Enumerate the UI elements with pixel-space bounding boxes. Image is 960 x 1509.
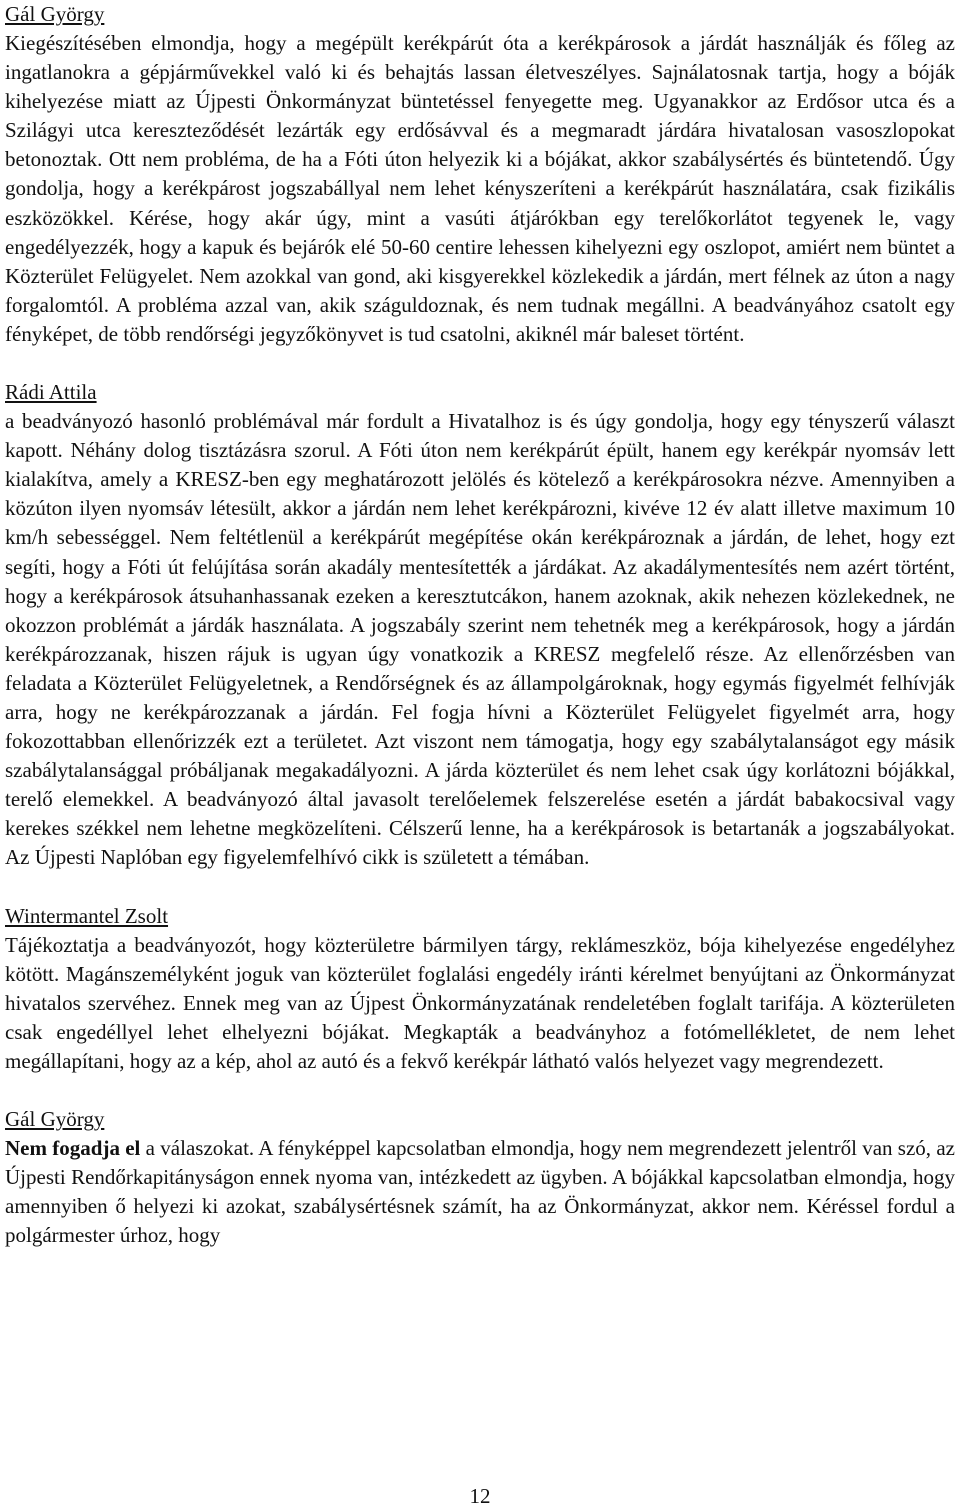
section-wintermantel-zsolt <box>5 902 955 1076</box>
speaker-name: Wintermantel Zsolt <box>5 903 169 928</box>
speech-text: a beadványozó hasonló problémával már fordult a Hivatalhoz is és úgy gondolja, hogy egy tényszerű választ kapott. Néhány dolog tisztázásra szorul. A Fóti úton nem kerékpárút épült, hanem egy kerékpár nyomsáv lett kialakítva, amely a KRESZ-ben egy meghatározott jelölés és kötelező a kerékpárosokra nézve. Amennyiben a közúton ilyen nyomsáv létesült, akkor a járdán nem lehet kerékpározni, kivéve 12 év alatt illetve maximum 10 km/h sebességgel. Nem feltétlenül a kerékpárút megépítése okán kerékpároznak a járdán, de lehet, hogy ezt segíti, hogy a Fóti út felújítása során akadály mentesítették a járdákat. Az akadálymentesítés nem azért történt, hogy a kerékpárosok átsuhanhassanak ezeken a keresztutcákon, hanem azoknak, akik nehezen közlekednek, ne okozzon problémát a járdák használata. A jogszabály szerint nem tehetnék meg a kerékpárosok, hogy a járdán kerékpározzanak, hiszen rájuk is ugyan úgy vonatkozik a KRESZ megfelelő része. Az ellenőrzésben van feladata a Közterület Felügyeletnek, a Rendőrségnek és az állampolgároknak, hogy egymás figyelmét felhívják arra, hogy ne kerékpározzanak a járdán. Fel fogja hívni a Közterület Felügyelet figyelmét arra, hogy fokozottabban ellenőrizzék ezt a területet. Azt viszont nem támogatja, hogy egy szabálytalanságot egy másik szabálytalansággal próbáljanak megakadályozni. A járda közterület és nem lehet csak úgy korlátozni bójákkal, terelő elemekkel. A beadványozó által javasolt terelőelemek felszerelése esetén a járdát babakocsival vagy kerekes székkel nem lehetne megközelíteni. Célszerű lenne, ha a kerékpárosok is betartanák a jogszabályokat. Az Újpesti Naplóban egy figyelemfelhívó cikk is született a témában. <box>5 409 955 870</box>
speech-text: Tájékoztatja a beadványozót, hogy közterületre bármilyen tárgy, reklámeszköz, bója kihelyezése engedélyhez kötött. Magánszemélyként joguk van közterület foglalási engedély iránti kérelmet benyújtani az Önkormányzat hivatalos szervéhez. Ennek meg van az Újpest Önkormányzatának rendeletében foglalt tarifája. A közterületen csak engedéllyel lehet elhelyezni bójákat. Megkapták a beadványhoz a fotómellékletet, de nem lehet megállapítani, hogy az a kép, ahol az autó és a fekvő kerékpár látható valós helyezet vagy megrendezett. <box>5 932 955 1073</box>
section-gal-gyorgy-2 <box>5 1105 955 1250</box>
page-number: 12 <box>469 1484 491 1508</box>
bold-lead-text: Nem fogadja el <box>5 1136 141 1160</box>
speech-text <box>5 1134 955 1250</box>
speaker-name: Gál György <box>5 2 105 26</box>
speech-text: Kiegészítésében elmondja, hogy a megépült kerékpárút óta a kerékpárosok a járdát használják és főleg az ingatlanokra a gépjárművekkel való ki és behajtás lassan életveszélyes. Sajnálatosnak tartja, hogy a bóják kihelyezése miatt az Újpesti Önkormányzat büntetéssel fenyegette meg. Ugyanakkor az Erdősor utca és a Szilágyi utca kereszteződését lezárták egy erdősávval és a megmaradt járdára hivatalosan vasoszlopokat betonoztak. Ott nem probléma, de ha a Fóti úton helyezik ki a bójákat, akkor szabálysértés és büntetendő. Úgy gondolja, hogy a kerékpárost jogszabállyal nem lehet kényszeríteni a kerékpárút használatára, csak fizikális eszközökkel. Kérése, hogy akár úgy, mint a vasúti átjárókban egy terelőkorlátot tegyenek le, vagy engedélyezzék, hogy a kapuk és bejárók elé 50-60 centire lehessen kihelyezni egy oszlopot, amiért nem büntet a Közterület Felügyelet. Nem azokkal van gond, aki kisgyerekkel közlekedik a járdán, mert félnek az úton a nagy forgalomtól. A probléma azzal van, akik száguldoznak, és nem tudnak megállni. A beadványához csatolt egy fényképet, de több rendőrségi jegyzőkönyvet is tud csatolni, akiknél már baleset történt. <box>5 31 955 346</box>
speaker-name: Gál György <box>5 1107 105 1131</box>
document-page <box>5 0 955 1279</box>
section-radi-attila <box>5 378 955 873</box>
section-gal-gyorgy-1 <box>5 0 955 349</box>
speech-text-rest: a válaszokat. A fényképpel kapcsolatban elmondja, hogy nem megrendezett jelentről van szó, az Újpesti Rendőrkapitányságon ennek nyoma van, intézkedett az ügyben. A bójákkal kapcsolatban elmondja, hogy amennyiben ő helyezi ki azokat, szabálysértésnek számít, ha az Önkormányzat, akkor nem. Kéréssel fordul a polgármester úrhoz, hogy <box>5 1136 955 1248</box>
speaker-name: Rádi Attila <box>5 380 97 405</box>
